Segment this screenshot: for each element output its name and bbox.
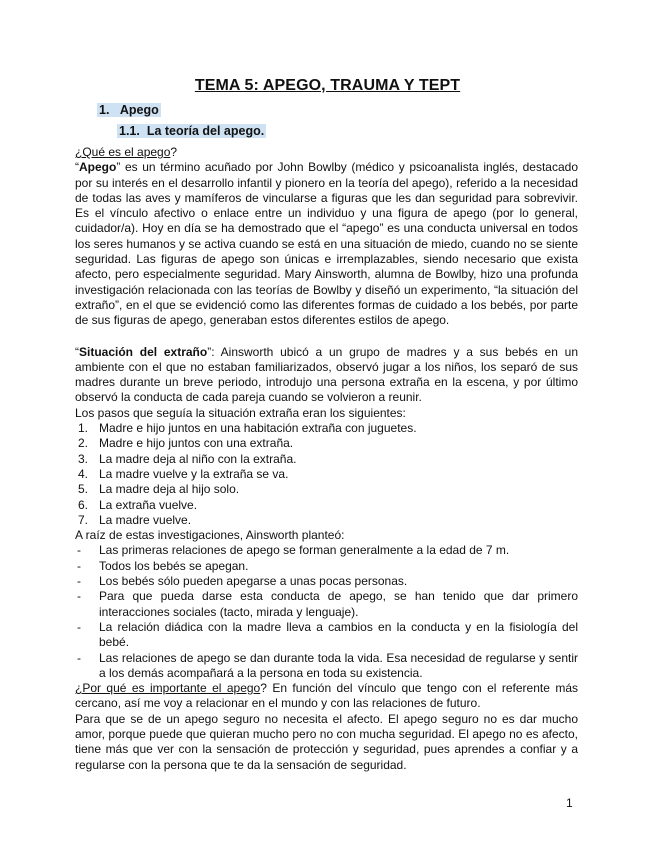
list-item-text: Para que pueda darse esta conducta de apego, se han tenido que dar primero interacciones sociales (tacto, mirada y lenguaje). — [99, 589, 578, 619]
open-quote: “ — [75, 160, 79, 175]
conclusions-list — [75, 543, 578, 681]
list-item — [75, 482, 578, 497]
dash-bullet: - — [77, 574, 81, 589]
list-number: 7. — [78, 512, 89, 527]
question-why-important-text: ¿Por qué es importante el apego — [75, 681, 261, 696]
dash-bullet: - — [77, 543, 81, 558]
heading-1-highlight — [97, 103, 161, 117]
list-item — [75, 498, 578, 513]
steps-intro: Los pasos que seguía la situación extraña eran los siguientes: — [75, 405, 406, 420]
conclusions-intro: A raíz de estas investigaciones, Ainsworth planteó: — [75, 528, 345, 543]
list-item — [75, 543, 578, 558]
question-why-important-answer: ? En función del vínculo que tengo con el referente más cercano, así me voy a relacionar en el mundo y con las relaciones de futuro. — [75, 681, 578, 711]
steps-list — [75, 421, 578, 528]
question-mark: ? — [170, 145, 178, 159]
paragraph-strange-situation-text: ”: Ainsworth ubicó a un grupo de madres y a sus bebés en un ambiente con el que no estaban familiarizados, observó jugar a los niños, los separó de sus madres durante un breve periodo, introdujo una persona extraña en la escena, y por último observó la conducta de cada pareja cuando se volvieron a reunir. — [75, 344, 578, 405]
paragraph-strange-situation — [75, 345, 578, 406]
list-item-text: La madre vuelve y la extraña se va. — [99, 466, 289, 481]
open-quote: “ — [75, 344, 79, 359]
paragraph-apego-text: ” es un término acuñado por John Bowlby (médico y psicoanalista inglés, destacado por su interés en el desarrollo infantil y pionero en la teoría del apego), referido a la necesidad de todas las aves y mamíferos de vincularse a figuras que les dan seguridad para sobrevivir. Es el vínculo afectivo o enlace entre un individuo y una figura de apego (por lo general, cuidador/a). Hoy en día se ha demostrado que el “apego” es una conducta universal en todos los seres humanos y se activa cuando se está en una situación de miedo, cuando no se siente seguridad. Las figuras de apego son únicas e irremplazables, siendo necesario que exista afecto, pero especialmente seguridad. Mary Ainsworth, alumna de Bowlby, hizo una profunda investigación relacionada con las teorías de Bowlby y diseñó un experimento, “la situación del extraño”, en el que se evidenció como las diferentes formas de cuidado a los bebés, por parte de sus figuras de apego, generaban estos diferentes estilos de apego. — [75, 160, 578, 328]
term-apego: Apego — [79, 160, 117, 175]
list-item — [75, 513, 578, 528]
question-what-is-attachment-text: ¿Qué es el apego — [75, 145, 171, 159]
list-item — [75, 574, 578, 589]
paragraph-secure-attachment: Para que se de un apego seguro no necesita el afecto. El apego seguro no es dar mucho amor, porque puede que quieran mucho pero no con mucha seguridad. El apego no es afecto, tiene más que ver con la sensación de protección y seguridad, pues aprendes a confiar y a regularse con la persona que te da la sensación de seguridad. — [75, 711, 578, 772]
list-item-text: Las relaciones de apego se dan durante toda la vida. Esa necesidad de regularse y sentir a los demás acompañará a la persona en toda su existencia. — [99, 650, 578, 680]
list-item-text: Todos los bebés se apegan. — [99, 558, 249, 573]
list-item — [75, 559, 578, 574]
list-item-text: La madre deja al hijo solo. — [99, 482, 240, 497]
list-item-text: Las primeras relaciones de apego se forman generalmente a la edad de 7 m. — [99, 543, 510, 558]
list-item — [75, 589, 578, 620]
heading-1-number: 1. — [99, 103, 110, 117]
list-number: 2. — [78, 436, 89, 451]
list-item — [75, 452, 578, 467]
paragraph-apego-definition — [75, 160, 578, 328]
list-item — [75, 620, 578, 651]
list-item — [75, 651, 578, 682]
list-number: 6. — [78, 497, 89, 512]
heading-1-1 — [117, 124, 266, 138]
paragraph-gap — [75, 329, 578, 345]
list-item — [75, 467, 578, 482]
heading-1-1-label: La teoría del apego. — [146, 124, 265, 138]
page-number: 1 — [566, 796, 573, 810]
question-what-is-attachment — [75, 145, 578, 160]
list-number: 5. — [78, 482, 89, 497]
heading-1-1-number: 1.1. — [119, 124, 140, 138]
question-why-important — [75, 681, 578, 712]
list-item — [75, 436, 578, 451]
dash-bullet: - — [77, 650, 81, 665]
list-number: 1. — [78, 421, 89, 436]
term-situacion-extrano: Situación del extraño — [79, 344, 208, 359]
list-item-text: La relación diádica con la madre lleva a cambios en la conducta y en la fisiología del bebé. — [99, 619, 578, 650]
list-item-text: La extraña vuelve. — [99, 497, 198, 512]
list-item-text: Madre e hijo juntos con una extraña. — [99, 436, 294, 451]
dash-bullet: - — [77, 558, 81, 573]
heading-1-label: Apego — [119, 103, 159, 117]
list-item — [75, 421, 578, 436]
list-number: 3. — [78, 451, 89, 466]
heading-1 — [97, 103, 161, 117]
document-title: TEMA 5: APEGO, TRAUMA Y TEPT — [194, 77, 461, 94]
list-item-text: La madre vuelve. — [99, 512, 192, 527]
list-item-text: Los bebés sólo pueden apegarse a unas pocas personas. — [99, 574, 408, 589]
list-number: 4. — [78, 466, 89, 481]
heading-1-1-highlight — [117, 124, 266, 138]
document-body — [75, 145, 578, 773]
list-item-text: Madre e hijo juntos en una habitación extraña con juguetes. — [99, 421, 417, 436]
dash-bullet: - — [77, 619, 81, 634]
dash-bullet: - — [77, 589, 81, 604]
list-item-text: La madre deja al niño con la extraña. — [99, 451, 297, 466]
